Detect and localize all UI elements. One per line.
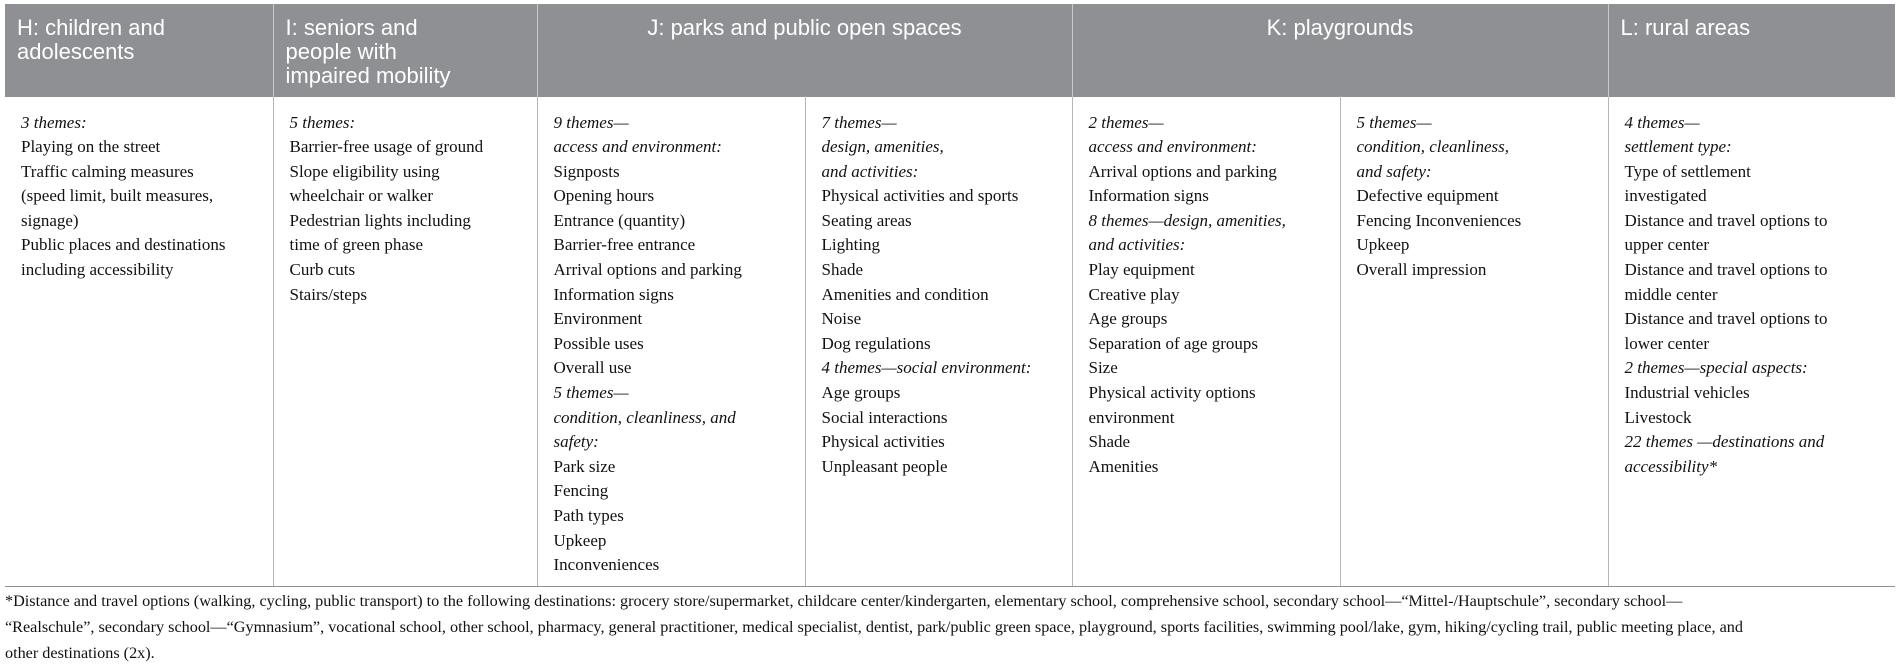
header-k: K: playgrounds — [1072, 4, 1608, 96]
theme-item: Amenities and condition — [821, 284, 989, 304]
theme-group-heading: and safety: — [1356, 161, 1432, 181]
header-h: H: children and adolescents — [5, 4, 273, 96]
theme-item: lower center — [1624, 333, 1709, 353]
theme-item: upper center — [1624, 235, 1709, 255]
theme-group-heading: 3 themes: — [21, 112, 87, 132]
theme-item: Park size — [553, 456, 616, 476]
theme-item: Information signs — [1088, 186, 1209, 206]
theme-item: investigated — [1624, 186, 1707, 206]
header-i: I: seniors and people with impaired mobility — [273, 4, 537, 96]
theme-item: Curb cuts — [289, 260, 356, 280]
theme-item: Slope eligibility using — [289, 161, 440, 181]
theme-item: Dog regulations — [821, 333, 931, 353]
footnote-line: “Realschule”, secondary school—“Gymnasium”, vocational school, other school, pharmacy, general practitioner, medical specialist, dentist, park/public green space, playground, sports facilities, swimming pool/lake, gym, hiking/cycling trail, public meeting place, and — [5, 618, 1743, 636]
theme-group-heading: 22 themes —destinations and — [1624, 432, 1825, 452]
theme-group-heading: 5 themes— — [553, 383, 629, 403]
theme-item: Fencing Inconveniences — [1356, 210, 1522, 230]
header-row — [5, 4, 1895, 96]
theme-item: Traffic calming measures — [21, 161, 194, 181]
theme-item: Signposts — [553, 161, 620, 181]
theme-item: Upkeep — [553, 530, 607, 550]
theme-group-heading: 7 themes— — [821, 112, 897, 132]
footnote-line: other destinations (2x). — [5, 644, 155, 662]
cell-playgrounds-condition — [1340, 96, 1608, 586]
theme-item: Noise — [821, 309, 862, 329]
theme-group-heading: accessibility* — [1624, 456, 1718, 476]
theme-item: including accessibility — [21, 260, 174, 280]
theme-item: Industrial vehicles — [1624, 383, 1750, 403]
theme-group-heading: and activities: — [1088, 235, 1186, 255]
theme-group-heading: 9 themes— — [553, 112, 629, 132]
theme-group-heading: safety: — [553, 432, 599, 452]
cell-parks-access — [537, 96, 805, 586]
theme-item: signage) — [21, 210, 79, 230]
theme-group-heading: and activities: — [821, 161, 919, 181]
theme-item: Distance and travel options to — [1624, 260, 1828, 280]
theme-item: Defective equipment — [1356, 186, 1499, 206]
theme-item: Physical activity options — [1088, 383, 1256, 403]
theme-item: environment — [1088, 407, 1175, 427]
theme-item: Path types — [553, 506, 624, 525]
theme-item: Possible uses — [553, 333, 644, 353]
theme-item: Unpleasant people — [821, 456, 948, 476]
theme-item: Fencing — [553, 481, 609, 501]
theme-group-heading: 8 themes—design, amenities, — [1088, 210, 1286, 230]
theme-item: Distance and travel options to — [1624, 309, 1828, 329]
theme-item: Amenities — [1088, 456, 1159, 476]
theme-item: Lighting — [821, 235, 881, 255]
theme-group-heading: 4 themes— — [1624, 112, 1700, 132]
theme-item: Arrival options and parking — [1088, 161, 1277, 181]
theme-group-heading: 5 themes— — [1356, 112, 1432, 132]
theme-item: Opening hours — [553, 186, 655, 206]
theme-group-heading: access and environment: — [553, 137, 722, 157]
theme-item: Age groups — [821, 383, 901, 403]
theme-item: Social interactions — [821, 407, 948, 427]
themes-table — [5, 4, 1895, 587]
theme-item: Type of settlement — [1624, 161, 1751, 181]
theme-item: Barrier-free entrance — [553, 235, 696, 255]
theme-item: Environment — [553, 309, 643, 329]
cell-seniors — [273, 96, 537, 586]
theme-group-heading: settlement type: — [1624, 137, 1732, 157]
theme-group-heading: 2 themes—special aspects: — [1624, 358, 1808, 378]
table-footnote — [5, 588, 1885, 666]
theme-item: Distance and travel options to — [1624, 210, 1828, 230]
header-l: L: rural areas — [1608, 4, 1895, 96]
theme-group-heading: design, amenities, — [821, 137, 944, 157]
theme-group-heading: 5 themes: — [289, 112, 356, 132]
footnote-line: *Distance and travel options (walking, cycling, public transport) to the following destinations: grocery store/supermarket, childcare center/kindergarten, elementary school, comprehensive school, secondary school—“Mittel-/Hauptschule”, secondary school— — [5, 592, 1683, 610]
theme-item: Seating areas — [821, 210, 912, 230]
theme-item: Size — [1088, 358, 1118, 378]
theme-item: Play equipment — [1088, 260, 1195, 280]
theme-group-heading: condition, cleanliness, — [1356, 137, 1510, 157]
theme-item: Inconveniences — [553, 555, 660, 575]
body-row — [5, 96, 1895, 586]
theme-item: Information signs — [553, 284, 674, 304]
theme-item: Public places and destinations — [21, 235, 226, 255]
theme-item: Separation of age groups — [1088, 333, 1258, 353]
theme-item: Livestock — [1624, 407, 1692, 427]
cell-rural — [1608, 96, 1895, 586]
theme-item: Upkeep — [1356, 235, 1410, 255]
theme-item: (speed limit, built measures, — [21, 186, 214, 206]
theme-item: Stairs/steps — [289, 284, 367, 304]
theme-item: Overall impression — [1356, 260, 1487, 280]
cell-parks-design — [805, 96, 1072, 586]
theme-item: Entrance (quantity) — [553, 210, 686, 230]
theme-item: wheelchair or walker — [289, 186, 433, 206]
theme-item: Physical activities — [821, 432, 945, 452]
theme-item: Shade — [821, 260, 864, 280]
theme-item: Pedestrian lights including — [289, 210, 471, 230]
theme-item: Overall use — [553, 358, 632, 378]
theme-item: Creative play — [1088, 284, 1180, 304]
theme-item: Age groups — [1088, 309, 1168, 329]
theme-item: Playing on the street — [21, 137, 161, 157]
cell-playgrounds-access — [1072, 96, 1340, 586]
theme-group-heading: access and environment: — [1088, 137, 1257, 157]
header-j: J: parks and public open spaces — [537, 4, 1072, 96]
theme-item: Barrier-free usage of ground — [289, 137, 484, 157]
theme-group-heading: 4 themes—social environment: — [821, 358, 1032, 378]
theme-group-heading: condition, cleanliness, and — [553, 407, 736, 427]
cell-children — [5, 96, 273, 586]
theme-item: Shade — [1088, 432, 1131, 452]
theme-item: Arrival options and parking — [553, 260, 742, 280]
theme-item: time of green phase — [289, 235, 424, 255]
theme-group-heading: 2 themes— — [1088, 112, 1164, 132]
theme-item: Physical activities and sports — [821, 186, 1019, 206]
theme-item: middle center — [1624, 284, 1718, 304]
